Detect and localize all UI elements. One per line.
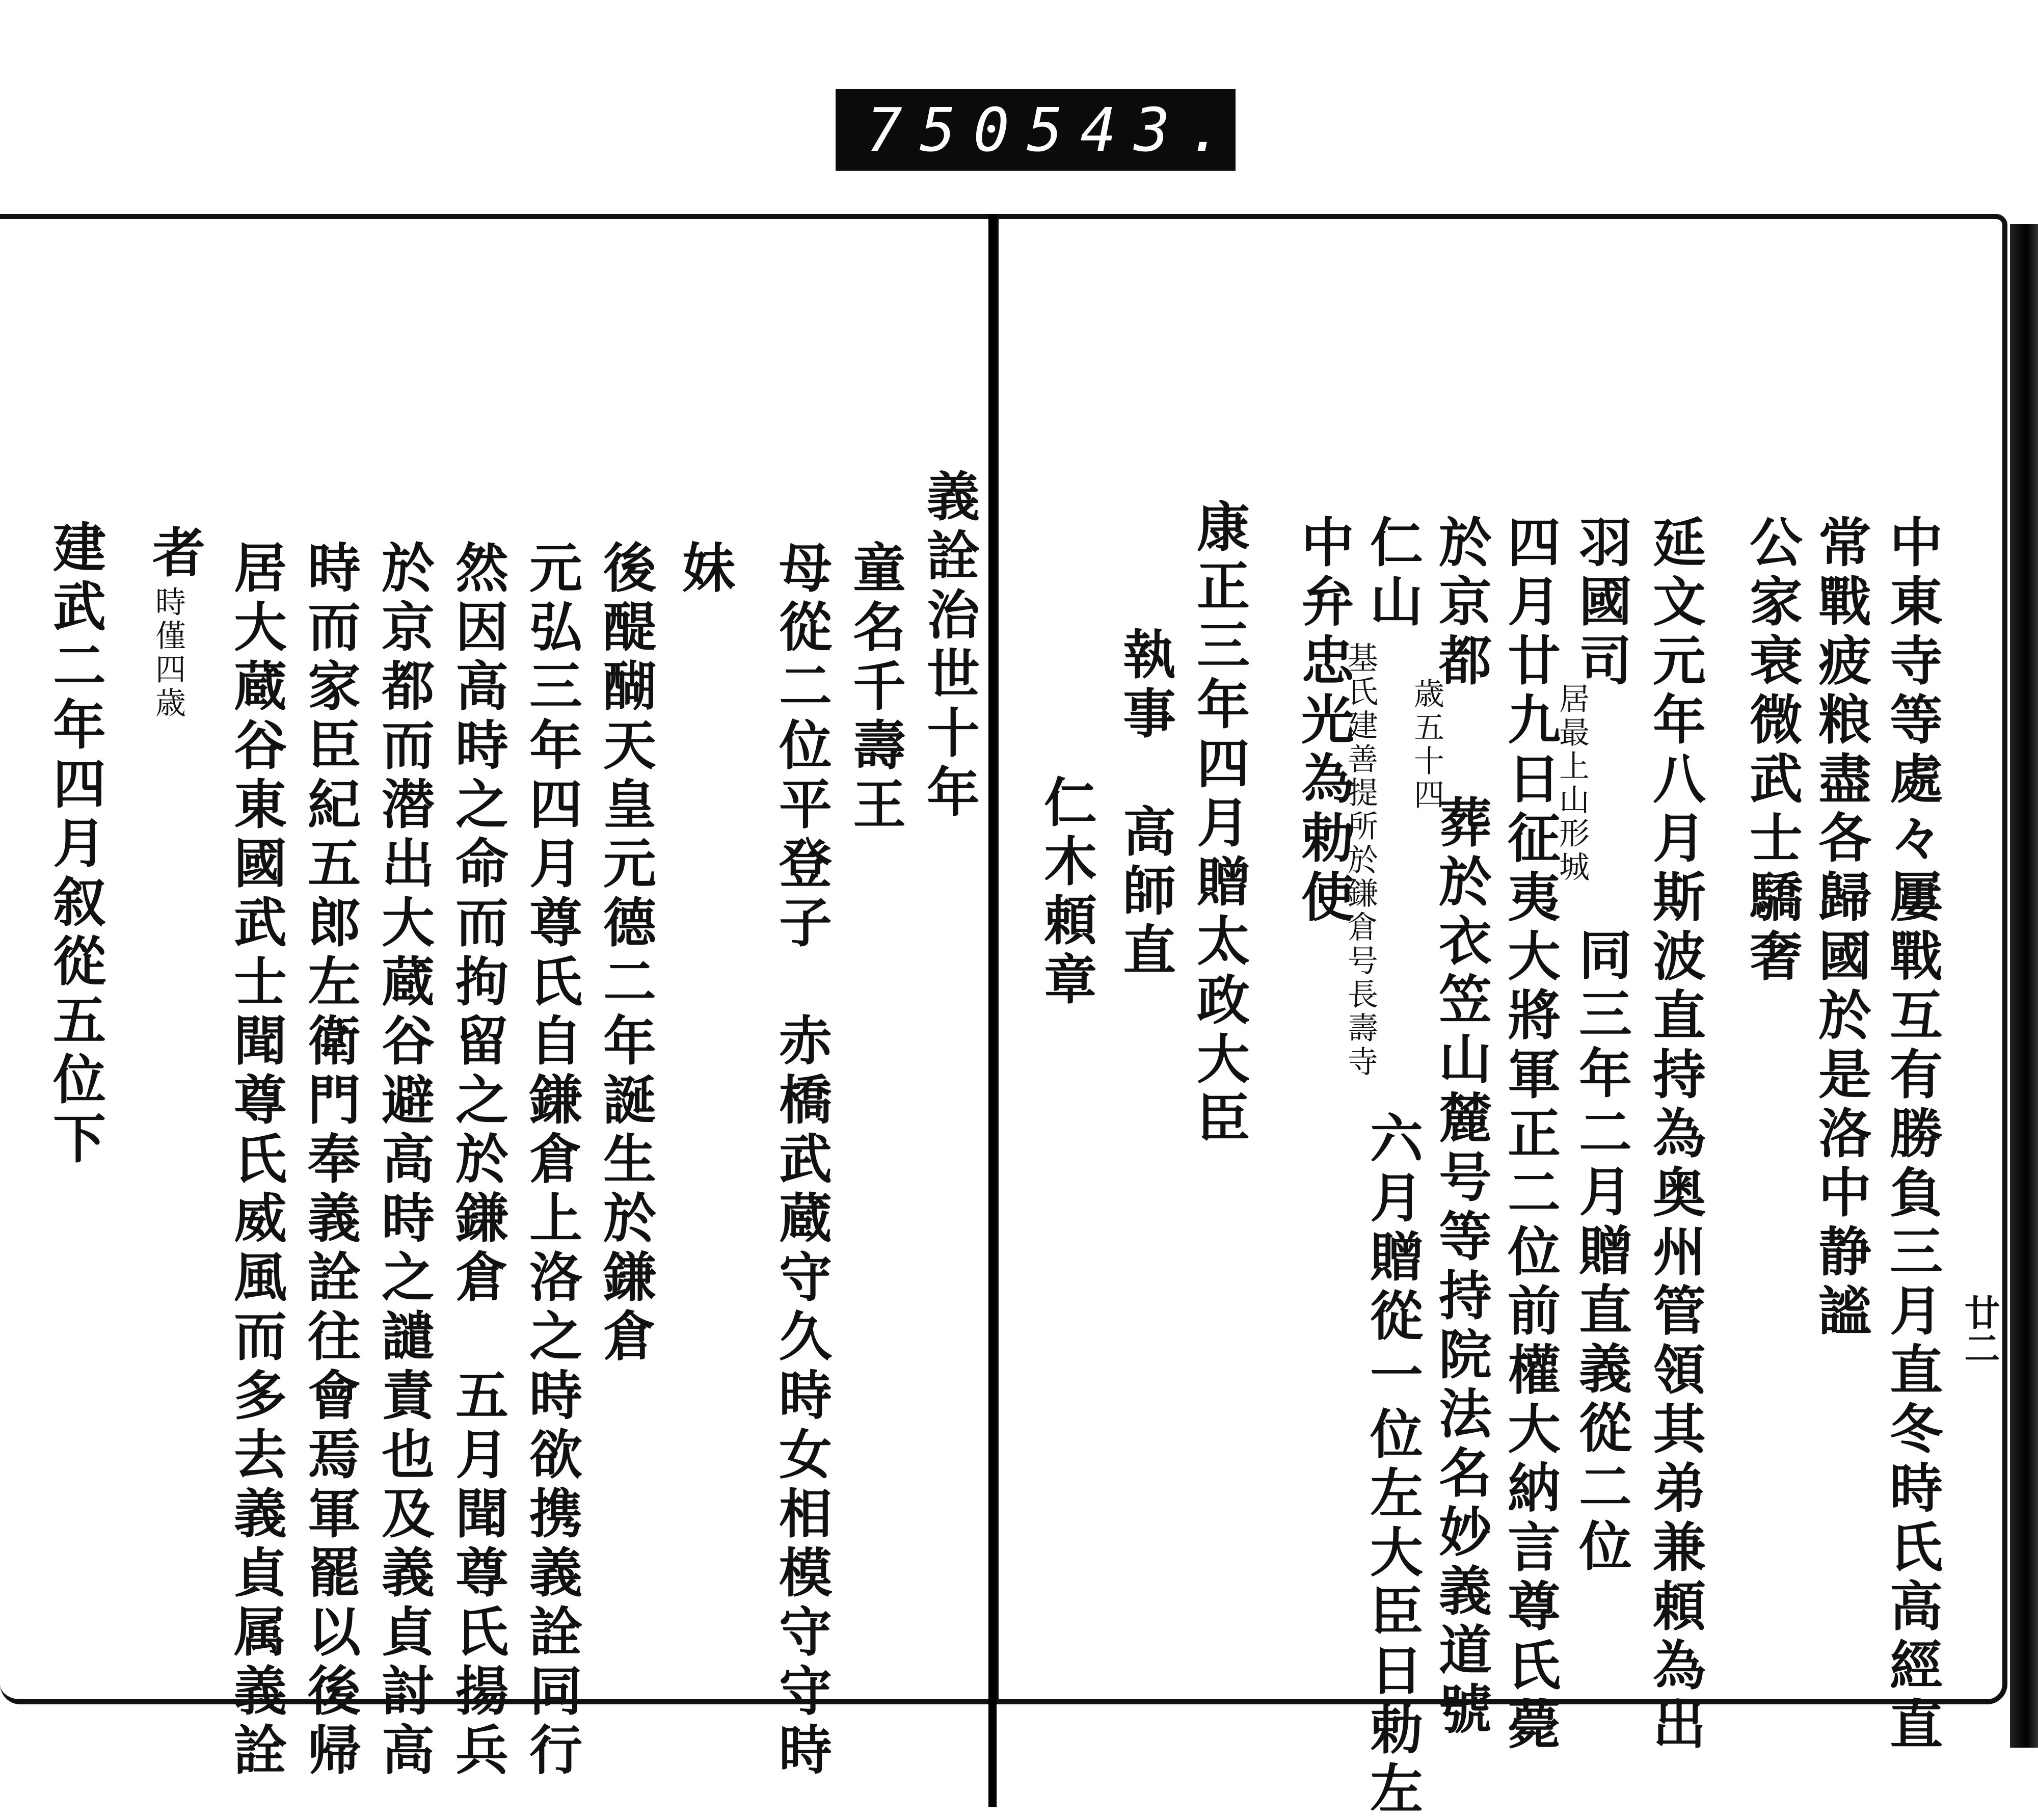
text-note: 時僅四歳 [150, 586, 186, 720]
text-column: 常戰疲粮盡各歸國於是洛中静謐 [1809, 515, 1872, 1342]
text-column: 葬於衣笠山麓号等持院法名妙義道號 [1430, 795, 1492, 1741]
text-column: 時而家臣紀五郎左衛門奉義詮往會焉軍罷以後帰 [299, 540, 361, 1781]
text-column: 母從二位平登子 赤橋武蔵守久時女相模守守時 [770, 540, 833, 1781]
text-column: 公家衰微武士驕奢 [1740, 515, 1803, 987]
book-spine [2010, 224, 2038, 1748]
text-column: 六月贈從一位左大臣日勅左 [1361, 1111, 1424, 1820]
text-column: 妹 [673, 540, 736, 599]
text-column: 執事 高師直 [1114, 627, 1176, 981]
text-column: 同三年二月贈直義從二位 [1570, 927, 1632, 1577]
text-column: 中弁忠光為勅使 [1292, 515, 1355, 928]
book-gutter [988, 214, 997, 1807]
text-column: 仁山 [1361, 515, 1424, 633]
page-number: 廿二 [1959, 1294, 2001, 1366]
text-column: 後醍醐天皇元德二年誕生於鎌倉 [594, 540, 657, 1368]
text-column: 四月廿九日征夷大將軍正二位前權大納言尊氏薨 [1498, 515, 1561, 1756]
text-column: 於京都而潜出大蔵谷避高時之譴責也及義貞討高 [372, 540, 435, 1781]
text-note: 居最上山形城 [1554, 683, 1590, 885]
text-column: 居大蔵谷東國武士聞尊氏威風而多去義貞属義詮 [225, 540, 287, 1781]
reel-number: 750 [866, 95, 1027, 165]
text-column: 康正三年四月贈太政大臣 [1188, 499, 1250, 1149]
text-column: 者 [143, 525, 206, 584]
frame-number: 543. [1027, 95, 1241, 165]
text-column: 然因高時之命而拘留之於鎌倉 五月聞尊氏揚兵 [446, 540, 509, 1781]
text-column: 童名千壽王 [844, 540, 906, 836]
reel-label [836, 89, 1241, 171]
text-column: 羽國司 [1570, 515, 1632, 692]
text-column: 元弘三年四月尊氏自鎌倉上洛之時欲携義詮同行 [520, 540, 583, 1781]
text-column: 義詮治世十年 [918, 469, 980, 823]
text-column: 建武二年四月叙從五位下 [44, 520, 106, 1170]
text-note: 基氏建善提所於鎌倉号長壽寺 [1343, 642, 1378, 1079]
text-column: 仁木頼章 [1035, 774, 1097, 1011]
text-column: 延文元年八月斯波直持為奥州管領其弟兼頼為出 [1644, 515, 1706, 1756]
text-column: 中東寺等處々屢戰互有勝負三月直冬時氏高經直 [1881, 515, 1943, 1756]
text-column: 於京都 [1430, 515, 1492, 692]
text-note: 歳五十四 [1409, 678, 1444, 812]
